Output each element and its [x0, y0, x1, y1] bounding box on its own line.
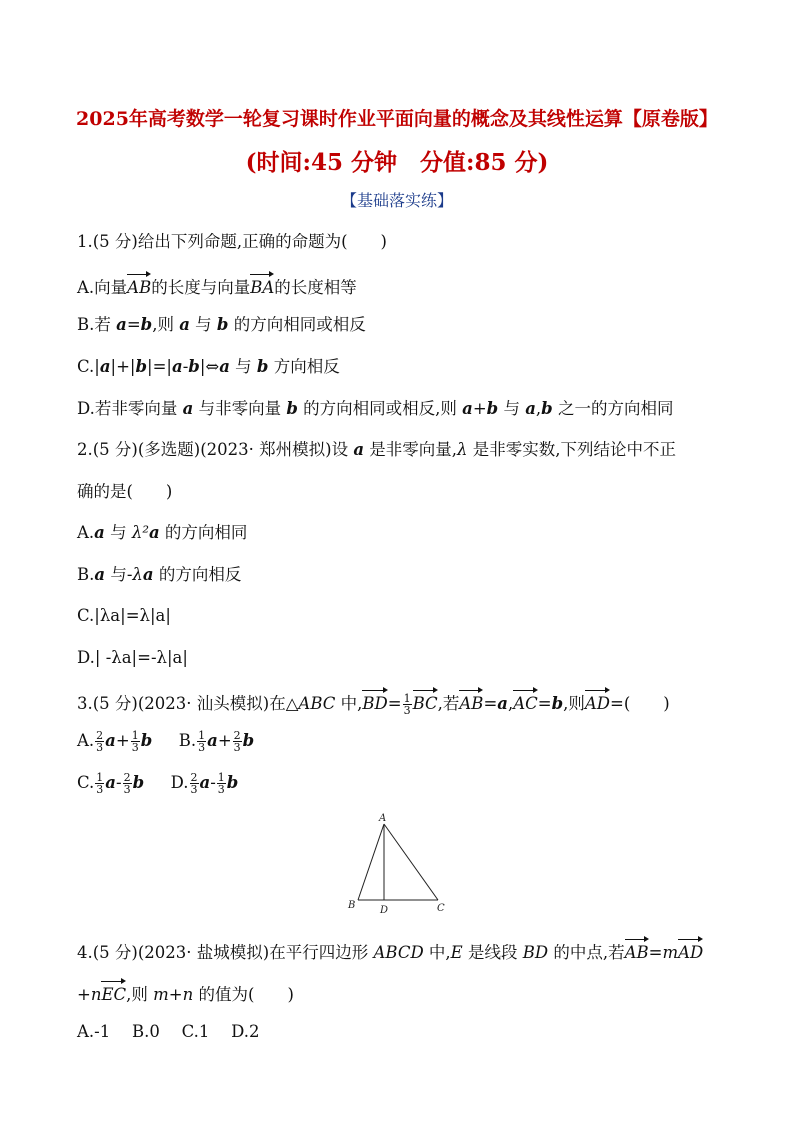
q2-stem: 2.(5 分)(多选题)(2023· 郑州模拟)设 a 是非零向量,λ 是非零实数,下列结论中不正 — [77, 440, 677, 459]
vector-ad: AD — [678, 937, 703, 965]
vector-bd: BD — [362, 688, 387, 716]
vector-bc: BC — [413, 688, 438, 716]
vector-ab: AB — [459, 688, 483, 716]
q4-options: A.-1 B.0 C.1 D.2 — [77, 1022, 260, 1041]
vector-ab: AB — [127, 272, 151, 300]
q4-stem-continued: +nEC,则 m+n 的值为( ) — [77, 979, 294, 1007]
q4-stem: 4.(5 分)(2023· 盐城模拟)在平行四边形 ABCD 中,E 是线段 BD 的中点,若AB=mAD — [77, 937, 703, 965]
q1-option-d: D.若非零向量 a 与非零向量 b 的方向相同或相反,则 a+b 与 a,b 之一的方向相同 — [77, 399, 674, 418]
q3-options-cd — [77, 771, 238, 795]
section-heading: 【基础落实练】 — [340, 191, 453, 210]
vertex-label-b: B — [348, 900, 356, 911]
side-ab — [358, 824, 384, 900]
q1-option-c: C.|a|+|b|=|a-b|⇔a 与 b 方向相反 — [77, 357, 340, 376]
q3-stem: 3.(5 分)(2023· 汕头模拟)在△ABC 中,BD= $\frac{1}{3}$ BC,若AB=a,AC=b,则AD=( ) — [77, 688, 670, 716]
q3-option-c: C. $\frac{1}{3}$ a- $\frac{2}{3}$ b — [77, 771, 145, 796]
q3-options-ab — [77, 729, 254, 753]
time-score-subtitle: (时间:45 分钟 分值:85 分) — [245, 149, 549, 176]
q2-option-d: D.| -λa|=-λ|a| — [77, 648, 188, 667]
q3-option-d: D. $\frac{2}{3}$ a- $\frac{1}{3}$ b — [170, 771, 239, 796]
vector-ba: BA — [250, 272, 274, 300]
q2-option-c: C.|λa|=λ|a| — [77, 606, 171, 625]
q1-stem: 1.(5 分)给出下列命题,正确的命题为( ) — [77, 232, 387, 251]
vector-ab: AB — [625, 937, 649, 965]
q2-option-b: B.a 与-λa 的方向相反 — [77, 565, 242, 584]
vertex-label-c: C — [437, 903, 445, 914]
side-ac — [384, 824, 438, 900]
q3-option-a: A. $\frac{2}{3}$ a+ $\frac{1}{3}$ b — [77, 729, 153, 754]
vector-ec: EC — [101, 979, 126, 1007]
vector-ad: AD — [585, 688, 610, 716]
q1-option-b: B.若 a=b,则 a 与 b 的方向相同或相反 — [77, 315, 366, 334]
q1-option-a: A.向量AB的长度与向量BA的长度相等 — [77, 272, 357, 300]
vertex-label-d: D — [380, 905, 389, 916]
q2-option-a: A.a 与 λ²a 的方向相同 — [77, 523, 248, 542]
vertex-label-a: A — [379, 813, 387, 824]
page-title: 2025年高考数学一轮复习课时作业平面向量的概念及其线性运算【原卷版】 — [76, 108, 718, 130]
fraction-one-third: $\frac{1}{3}$ — [403, 692, 411, 717]
triangle-figure — [340, 808, 460, 918]
vector-ac: AC — [513, 688, 538, 716]
q2-stem-continued: 确的是( ) — [77, 482, 173, 501]
q3-option-b: B. $\frac{1}{3}$ a+ $\frac{2}{3}$ b — [178, 729, 255, 754]
